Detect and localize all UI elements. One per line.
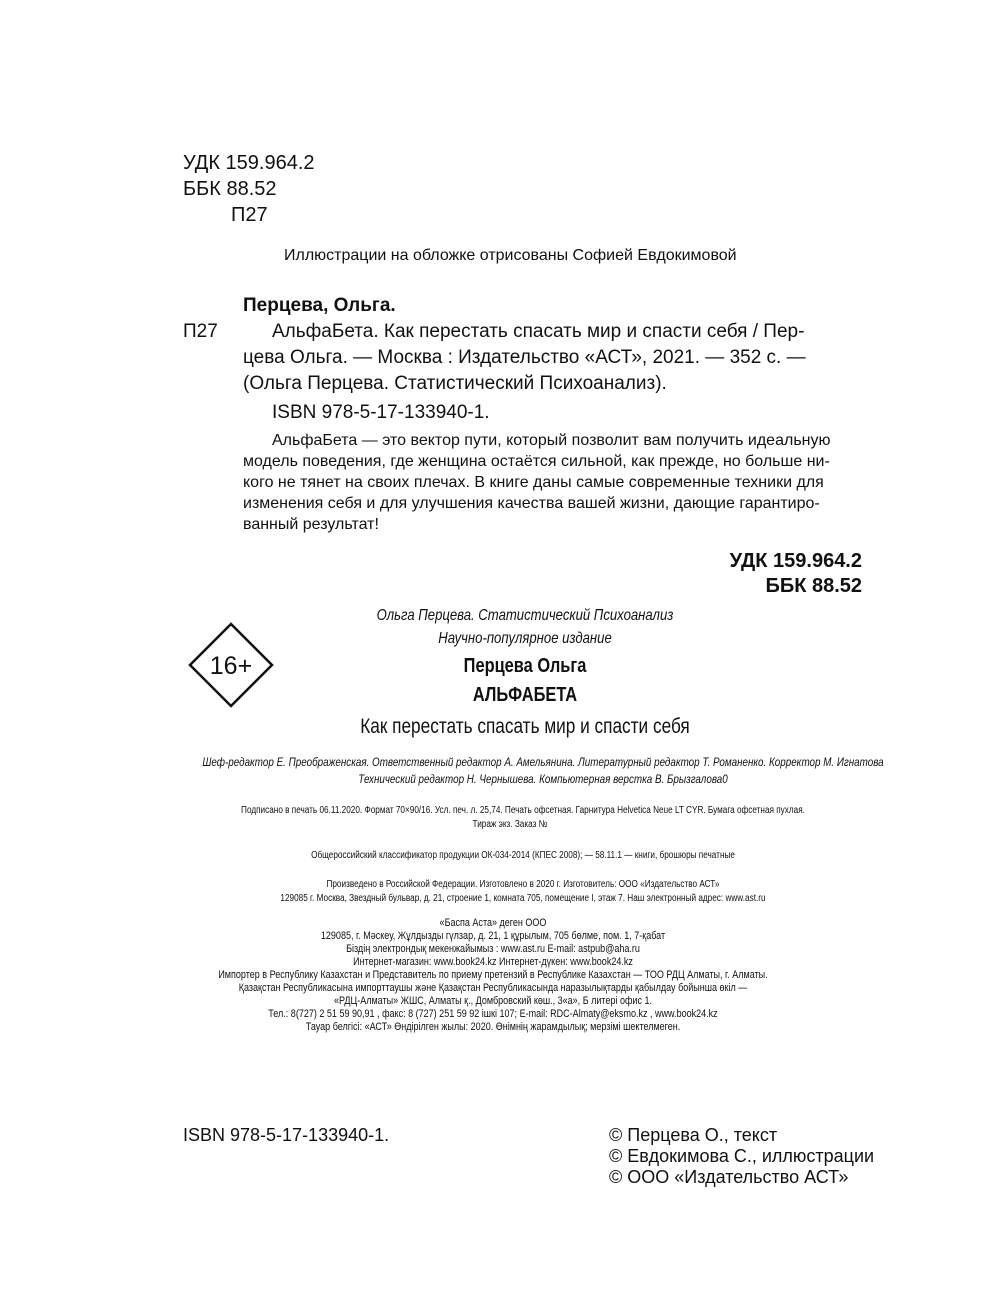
annotation-line: АльфаБета — это вектор пути, который позволит вам получить идеальную: [272, 432, 831, 449]
kz-text: Тауар белгісі: «АСТ» Өндірілген жылы: 2020. Өнімнің жарамдылық; мерзімі шектелмеген.: [305, 1021, 681, 1033]
kz-text: Біздің электрондық мекенжайымыз : www.ast.ru E-mail: astpub@aha.ru: [346, 943, 640, 955]
book-title: [300, 684, 750, 707]
credits-text: Технический редактор Н. Чернышева. Компьютерная верстка В. Брызгалова0: [358, 772, 728, 786]
catalog-isbn: ISBN 978-5-17-133940-1.: [272, 402, 490, 423]
credits-line: [150, 772, 936, 786]
copyright-line: © ООО «Издательство АСТ»: [609, 1167, 849, 1187]
title-author: [300, 655, 750, 678]
classifier-text: Общероссийский классификатор продукции ОК-034-2014 (КПЕС 2008); — 58.11.1 — книги, брошюры печатные: [311, 850, 735, 861]
book-title-text: АЛЬФАБЕТА: [472, 684, 578, 706]
kz-line: [0, 956, 986, 969]
udk-code-right: УДК 159.964.2: [729, 550, 862, 572]
author-mark: П27: [231, 204, 268, 226]
catalog-mark: П27: [183, 321, 218, 342]
kz-line: [0, 930, 986, 943]
kz-text: 129085, г. Мәскеу, Жұлдызды гүлзар, д. 21, 1 құрылым, 705 бөлме, пом. 1, 7-қабат: [320, 930, 666, 942]
footer-isbn: ISBN 978-5-17-133940-1.: [183, 1125, 390, 1145]
age-rating-text: 16+: [209, 652, 253, 680]
manufacturer-text: 129085 г. Москва, Звездный бульвар, д. 21, строение 1, комната 705, помещение I, этаж 7. Наш электронный адрес: www.ast.ru: [280, 893, 766, 904]
bbk-code-right: ББК 88.52: [765, 575, 862, 597]
catalog-line: цева Ольга. — Москва : Издательство «АСТ», 2021. — 352 с. —: [243, 347, 806, 368]
series-name-text: Ольга Перцева. Статистический Психоанализ: [376, 607, 674, 624]
catalog-line: (Ольга Перцева. Статистический Психоанализ).: [243, 373, 667, 394]
kz-text: «Баспа Аста» деген ООО: [439, 917, 547, 929]
catalog-author: Перцева, Ольга.: [243, 295, 396, 316]
kz-text: Импортер в Республику Казахстан и Представитель по приему претензий в Республике Казахстан — ТОО РДЦ Алматы, г. Алматы.: [218, 969, 768, 981]
book-subtitle: [250, 715, 800, 739]
manufacturer-line: [150, 878, 896, 891]
credits-text: Шеф-редактор Е. Преображенская. Ответственный редактор А. Амельянина. Литературный редактор Т. Романенко. Корректор М. Игнатова: [202, 755, 884, 769]
manufacturer-text: Произведено в Российской Федерации. Изготовлено в 2020 г. Изготовитель: ООО «Издательство АСТ»: [326, 879, 720, 890]
kz-line: [0, 1008, 986, 1021]
kz-line: [0, 995, 986, 1008]
print-run: [300, 818, 720, 831]
annotation-line: изменения себя и для улучшения качества вашей жизни, дающие гарантиро-: [243, 495, 820, 512]
copyright-line: © Перцева О., текст: [609, 1125, 778, 1145]
credits-line: [120, 755, 966, 769]
print-run-text: Тираж экз. Заказ №: [472, 819, 548, 830]
kz-line: [0, 917, 986, 930]
udk-code: УДК 159.964.2: [183, 152, 315, 174]
kz-text: Интернет-магазин: www.book24.kz Интернет-дүкен: www.book24.kz: [353, 956, 633, 968]
kz-line: [0, 969, 986, 982]
print-info-text: Подписано в печать 06.11.2020. Формат 70×90/16. Усл. печ. л. 25,74. Печать офсетная. Гарнитура Helvetica Neue LT CYR. Бумага офсетная пухлая.: [241, 805, 805, 816]
manufacturer-line: [100, 892, 946, 905]
kz-text: Қазақстан Республикасына импорттаушы және Қазақстан Республикасында наразылықтарды қабылдау бойынша өкіл —: [238, 982, 748, 994]
edition-type-text: Научно-популярное издание: [438, 630, 612, 647]
bbk-code: ББК 88.52: [183, 178, 277, 200]
book-subtitle-text: Как перестать спасать мир и спасти себя: [360, 715, 690, 738]
kz-line: [0, 1021, 986, 1034]
age-rating-badge: [188, 622, 274, 708]
annotation-line: ванный результат!: [243, 516, 379, 533]
title-author-text: Перцева Ольга: [463, 655, 587, 677]
annotation-line: модель поведения, где женщина остаётся сильной, как прежде, но больше ни-: [243, 453, 830, 470]
classifier: [200, 849, 846, 862]
catalog-line: АльфаБета. Как перестать спасать мир и спасти себя / Пер-: [272, 321, 805, 342]
print-info: [100, 804, 946, 817]
kz-line: [0, 943, 986, 956]
copyright-line: © Евдокимова С., иллюстрации: [609, 1146, 875, 1166]
illustration-credit: Иллюстрации на обложке отрисованы Софией Евдокимовой: [284, 247, 737, 264]
series-name: [300, 607, 750, 625]
annotation-line: кого не тянет на своих плечах. В книге даны самые современные техники для: [243, 474, 824, 491]
kz-text: Тел.: 8(727) 2 51 59 90,91 , факс: 8 (727) 251 59 92 ішкі 107; E-mail: RDC-Almaty@eksmo.kz , www.book24.kz: [268, 1008, 718, 1020]
kz-line: [0, 982, 986, 995]
edition-type: [300, 630, 750, 648]
kz-text: «РДЦ-Алматы» ЖШС, Алматы қ., Домбровский көш., 3«а», Б литері офис 1.: [333, 995, 653, 1007]
